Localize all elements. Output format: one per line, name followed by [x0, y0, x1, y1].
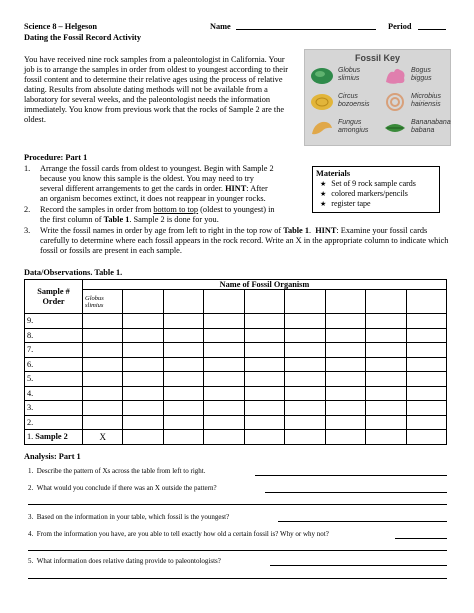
fossil-key-name: Bananabana babana: [411, 119, 451, 134]
step-number: 3.: [24, 226, 31, 235]
fossil-cell[interactable]: [366, 372, 406, 387]
organism-header: Name of Fossil Organism: [83, 280, 447, 290]
hint-label: HINT: [315, 226, 337, 235]
table-row: [25, 343, 447, 358]
row-number: 5.: [27, 374, 34, 384]
table-row: [25, 415, 447, 430]
fossil-cell[interactable]: [83, 415, 123, 430]
fossil-cell[interactable]: [285, 343, 325, 358]
organism-name-cell[interactable]: [163, 290, 203, 314]
table-row: [25, 430, 447, 445]
fossil-cell[interactable]: [244, 401, 284, 416]
step-text: an organism becomes extinct, it does not reappear in younger rocks.: [40, 194, 266, 203]
circus-bozoensis-icon: [309, 92, 335, 112]
sample-order-cell[interactable]: [25, 430, 83, 445]
sample-order-cell[interactable]: [25, 357, 83, 372]
sample-order-cell[interactable]: [25, 401, 83, 416]
step-text: [40, 184, 310, 194]
fossil-cell[interactable]: [406, 386, 447, 401]
fossil-cell[interactable]: [244, 386, 284, 401]
fossil-cell[interactable]: [325, 357, 365, 372]
fossil-cell[interactable]: [325, 415, 365, 430]
table-row: [25, 372, 447, 387]
fossil-cell[interactable]: [325, 328, 365, 343]
fossil-key-item: [378, 117, 450, 139]
fossil-cell[interactable]: [406, 401, 447, 416]
fossil-cell[interactable]: [123, 357, 163, 372]
fossil-cell[interactable]: [123, 314, 163, 329]
table-row: [25, 386, 447, 401]
row-number: 7.: [27, 345, 34, 355]
materials-title: Materials: [316, 169, 351, 178]
fossil-cell[interactable]: [325, 401, 365, 416]
fossil-cell[interactable]: [204, 357, 244, 372]
table-row: [25, 401, 447, 416]
fossil-cell[interactable]: [123, 401, 163, 416]
name-field[interactable]: [236, 29, 376, 30]
fossil-cell[interactable]: [204, 372, 244, 387]
fossil-key-item: [305, 65, 377, 87]
answer-line[interactable]: [270, 565, 447, 566]
fossil-cell[interactable]: [123, 415, 163, 430]
fossil-cell[interactable]: [244, 343, 284, 358]
question-number: 1.: [28, 467, 34, 475]
fossil-cell[interactable]: [83, 372, 123, 387]
organism-name-cell[interactable]: [366, 290, 406, 314]
question-text: From the information you have, are you able to tell exactly how old a certain fossil is? Why or why not?: [36, 530, 329, 538]
header-text: Sample #: [37, 286, 70, 296]
sample-2-label: Sample 2: [35, 432, 68, 442]
fossil-cell[interactable]: [204, 415, 244, 430]
fossil-cell[interactable]: [204, 401, 244, 416]
intro-paragraph: You have received nine rock samples from a paleontologist in California. Your job is to arrange the samples in order from oldest to youngest according to their fossil content and to determine their relative ages using the process of relative dating. Results from absolute dating methods will not be available from a laboratory for several weeks, and the paleontologist needs the information immediately. You know from previous work that the rocks of Sample 2 are the oldest.: [24, 55, 289, 124]
activity-title: Dating the Fossil Record Activity: [24, 33, 142, 42]
fossil-cell[interactable]: [285, 357, 325, 372]
fossil-cell[interactable]: [366, 386, 406, 401]
fossil-cell[interactable]: [285, 372, 325, 387]
fossil-cell[interactable]: [325, 372, 365, 387]
fossil-cell[interactable]: [406, 372, 447, 387]
row-number: 8.: [27, 330, 34, 340]
fossil-cell[interactable]: [366, 314, 406, 329]
sample-order-cell[interactable]: [25, 314, 83, 329]
organism-name-cell[interactable]: [123, 290, 163, 314]
fossil-cell[interactable]: [325, 430, 365, 445]
fossil-cell[interactable]: [163, 415, 203, 430]
fossil-mark[interactable]: X: [83, 430, 123, 445]
organism-name-cell[interactable]: [406, 290, 447, 314]
bogus-biggus-icon: [382, 66, 408, 86]
row-number: 1.: [27, 432, 36, 442]
fossil-cell[interactable]: [244, 415, 284, 430]
organism-name-cell[interactable]: [325, 290, 365, 314]
step-number: 1.: [24, 164, 31, 173]
step-text-part: several different arrangements to get the cards in order.: [40, 184, 223, 193]
fossil-cell[interactable]: [123, 343, 163, 358]
row-number: 3.: [27, 403, 34, 413]
analysis-heading: Analysis: Part 1: [24, 452, 81, 461]
period-label: Period: [388, 22, 412, 31]
answer-line[interactable]: [255, 475, 447, 476]
question-text: Describe the pattern of Xs across the table from left to right.: [36, 467, 206, 475]
step-text-part: (oldest to youngest) in: [198, 205, 275, 214]
data-table: [24, 279, 447, 445]
fossil-key-name: Bogus biggus: [411, 67, 432, 82]
question-number: 5.: [28, 557, 34, 565]
materials-list: [316, 179, 436, 209]
sample-order-cell[interactable]: [25, 415, 83, 430]
procedure-step-1: [40, 164, 310, 204]
step-text-part: Record the samples in order from: [40, 205, 154, 214]
fossil-key: [304, 49, 451, 146]
microbius-hairiensis-icon: [382, 92, 408, 112]
question-text: Based on the information in your table, which fossil is the youngest?: [36, 513, 230, 521]
fossil-key-name: Globus slimius: [338, 67, 361, 82]
fossil-cell[interactable]: [163, 314, 203, 329]
fossil-cell[interactable]: [285, 415, 325, 430]
fossil-key-item: [378, 91, 450, 113]
fossil-cell[interactable]: [325, 386, 365, 401]
materials-box: [312, 166, 440, 213]
row-number: 2.: [27, 417, 34, 427]
fossil-cell[interactable]: [163, 372, 203, 387]
step-number: 2.: [24, 205, 31, 214]
table-ref: Table 1: [103, 215, 130, 224]
step-text-part: the first column of: [40, 215, 104, 224]
question-number: 2.: [28, 484, 34, 492]
step-text-underlined: bottom to top: [153, 205, 199, 214]
name-label: Name: [210, 22, 231, 31]
fossil-cell[interactable]: [83, 343, 123, 358]
fossil-cell[interactable]: [406, 328, 447, 343]
row-number: 4.: [27, 388, 34, 398]
fossil-cell[interactable]: [83, 386, 123, 401]
question-text: What information does relative dating provide to paleontologists?: [36, 557, 221, 565]
question-number: 3.: [28, 513, 34, 521]
fossil-key-name: Circus bozoensis: [338, 93, 370, 108]
fossil-cell[interactable]: [366, 401, 406, 416]
fossil-cell[interactable]: [204, 314, 244, 329]
fossil-key-name: Microbius hairiensis: [411, 93, 441, 108]
fossil-cell[interactable]: [123, 372, 163, 387]
step-text-part: : After: [246, 184, 268, 193]
fossil-cell[interactable]: [204, 386, 244, 401]
fossil-cell[interactable]: [366, 357, 406, 372]
fossil-cell[interactable]: [325, 343, 365, 358]
fossil-cell[interactable]: [244, 430, 284, 445]
step-text-part: : Examine your fossil cards carefully to determine where each fossil appears in the rock record. Write an X in the appropriate column to indicate which fossil or fossils are present in each sample.: [40, 226, 449, 255]
table-row: [25, 314, 447, 329]
materials-item: ★ Set of 9 rock sample cards: [320, 179, 436, 189]
step-text: [40, 215, 310, 225]
period-field[interactable]: [418, 29, 446, 30]
table-ref: Table 1: [283, 226, 309, 235]
organism-name-cell[interactable]: Globus slimius: [83, 290, 123, 314]
sample-order-cell[interactable]: [25, 328, 83, 343]
fossil-cell[interactable]: [244, 314, 284, 329]
answer-line[interactable]: [28, 578, 447, 579]
fossil-cell[interactable]: [83, 328, 123, 343]
fossil-cell[interactable]: [204, 328, 244, 343]
fossil-key-item: [305, 91, 377, 113]
hint-label: HINT: [225, 184, 247, 193]
fossil-cell[interactable]: [163, 430, 203, 445]
question-number: 4.: [28, 530, 34, 538]
fossil-cell[interactable]: [163, 357, 203, 372]
answer-line[interactable]: [278, 521, 447, 522]
fossil-key-title: Fossil Key: [354, 53, 401, 63]
course-title: Science 8 – Helgeson: [24, 22, 98, 31]
organism-name-cell[interactable]: [244, 290, 284, 314]
fossil-cell[interactable]: [123, 430, 163, 445]
materials-item: ★ register tape: [320, 199, 436, 209]
procedure-heading: Procedure: Part 1: [24, 153, 88, 162]
fossil-cell[interactable]: [406, 415, 447, 430]
sample-order-header: [25, 280, 83, 314]
table-row: [25, 357, 447, 372]
procedure-step-2: [40, 205, 310, 225]
fossil-cell[interactable]: [83, 314, 123, 329]
step-text: [40, 205, 310, 215]
organism-name-cell[interactable]: [285, 290, 325, 314]
fossil-cell[interactable]: [366, 343, 406, 358]
fossil-cell[interactable]: [204, 343, 244, 358]
sample-order-cell[interactable]: [25, 386, 83, 401]
fossil-cell[interactable]: [285, 328, 325, 343]
fossil-cell[interactable]: [163, 328, 203, 343]
fossil-cell[interactable]: [285, 314, 325, 329]
answer-line[interactable]: [395, 538, 447, 539]
fossil-cell[interactable]: [285, 430, 325, 445]
fossil-cell[interactable]: [366, 415, 406, 430]
fossil-key-item: [305, 117, 377, 139]
fossil-cell[interactable]: [406, 357, 447, 372]
answer-line[interactable]: [265, 492, 447, 493]
answer-line[interactable]: [28, 504, 447, 505]
fossil-cell[interactable]: [366, 328, 406, 343]
fossil-cell[interactable]: [123, 386, 163, 401]
sample-order-cell[interactable]: [25, 372, 83, 387]
fossil-cell[interactable]: [163, 343, 203, 358]
sample-order-cell[interactable]: [25, 343, 83, 358]
header-text: Order: [42, 296, 65, 306]
globus-slimius-icon: [309, 66, 335, 86]
fossil-cell[interactable]: [83, 357, 123, 372]
fossil-cell[interactable]: [406, 343, 447, 358]
step-text-part: . Sample 2 is done for you.: [129, 215, 219, 224]
fossil-key-item: [378, 65, 450, 87]
fossil-cell[interactable]: [325, 314, 365, 329]
fossil-cell[interactable]: [366, 430, 406, 445]
question-text: What would you conclude if there was an X outside the pattern?: [36, 484, 217, 492]
fossil-cell[interactable]: [123, 328, 163, 343]
table-row: [25, 328, 447, 343]
table-caption: Data/Observations. Table 1.: [24, 268, 123, 277]
fossil-cell[interactable]: [163, 386, 203, 401]
answer-line[interactable]: [28, 550, 447, 551]
fossil-cell[interactable]: [406, 314, 447, 329]
fungus-amongius-icon: [309, 118, 335, 138]
fossil-cell[interactable]: [204, 430, 244, 445]
fossil-key-name: Fungus amongius: [338, 119, 369, 134]
fossil-cell[interactable]: [244, 328, 284, 343]
fossil-cell[interactable]: [163, 401, 203, 416]
step-text: because you know this sample is the oldest. You may need to try: [40, 174, 254, 183]
fossil-cell[interactable]: [244, 357, 284, 372]
materials-item: ★ colored markers/pencils: [320, 189, 436, 199]
step-text-part: Write the fossil names in order by age from left to right in the top row of: [40, 226, 284, 235]
row-number: 6.: [27, 359, 34, 369]
procedure-step-3: Write the fossil names in order by age from left to right in the top row of Table 1. HINT: Examine your fossil cards carefully to determine where each fossil appears in the rock record. Write an X in the appropriate column to indicate which fossil or fossils are present in each sample.: [40, 226, 449, 255]
fossil-cell[interactable]: [83, 401, 123, 416]
fossil-cell[interactable]: [285, 401, 325, 416]
analysis-question-4: [28, 530, 448, 539]
row-number: 9.: [27, 316, 34, 326]
organism-name-cell[interactable]: [204, 290, 244, 314]
fossil-cell[interactable]: [406, 430, 447, 445]
fossil-cell[interactable]: [285, 386, 325, 401]
step-text: Arrange the fossil cards from oldest to youngest. Begin with Sample 2: [40, 164, 274, 173]
bananabana-babana-icon: [382, 118, 408, 138]
fossil-cell[interactable]: [244, 372, 284, 387]
